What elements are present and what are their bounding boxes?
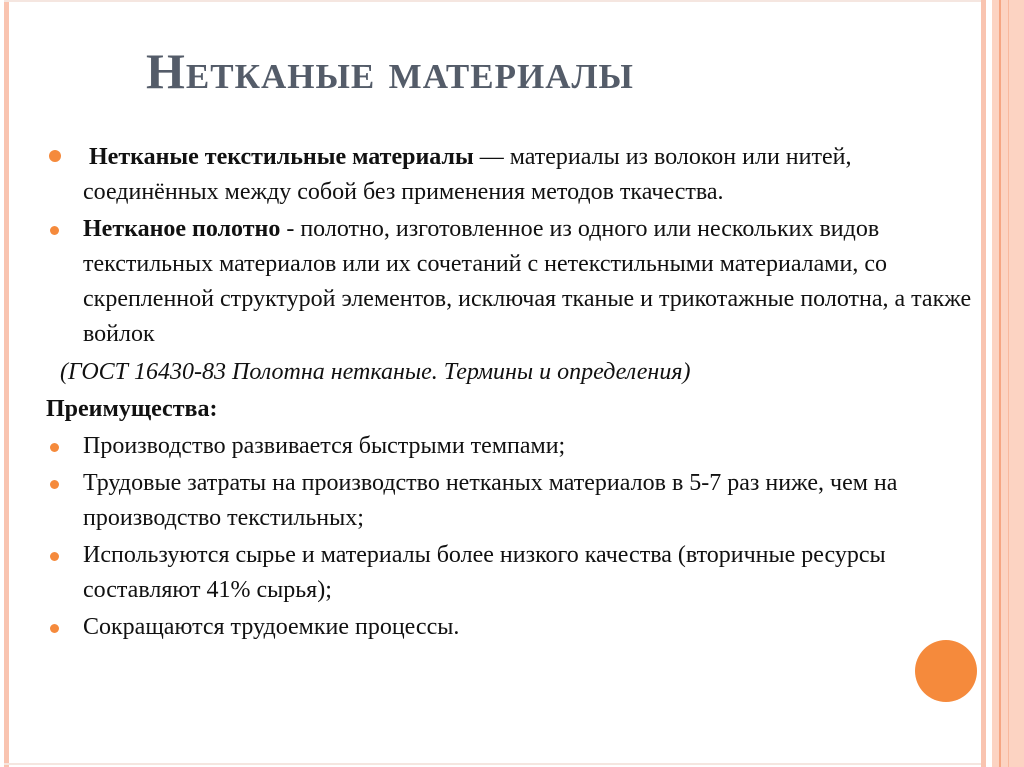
right-panel-line: [1008, 0, 1009, 767]
source-note: (ГОСТ 16430-83 Полотна нетканые. Термины и определения): [60, 359, 691, 385]
advantage-text: Используются сырье и материалы более низкого качества (вторичные ресурсы составляют 41% сырья);: [83, 542, 886, 603]
bullet-icon: [50, 480, 59, 489]
left-border: [4, 0, 9, 767]
advantage-item: [46, 466, 986, 536]
advantage-text: Трудовые затраты на производство нетканых материалов в 5-7 раз ниже, чем на производство текстильных;: [83, 470, 898, 531]
definition-term: Нетканое полотно: [83, 216, 281, 242]
advantage-item: [46, 610, 986, 645]
definition-item: [46, 212, 986, 352]
top-border: [4, 0, 984, 2]
bottom-border: [4, 763, 984, 765]
bullet-icon: [50, 624, 59, 633]
advantages-heading: Преимущества:: [46, 396, 218, 422]
bullet-icon: [50, 226, 59, 235]
bullet-icon: [49, 150, 61, 162]
slide-title: Нетканые материалы: [146, 43, 634, 99]
definition-term: Нетканые текстильные материалы: [89, 144, 474, 170]
decorative-circle: [915, 640, 977, 702]
definition-text: - полотно, изготовленное из одного или нескольких видов текстильных материалов или их сочетаний с нетекстильными материалами, со скрепленной структурой элементов, исключая тканые и трикотажные полотна, а также войлок: [83, 216, 972, 347]
advantage-item: [46, 429, 986, 464]
advantage-text: Производство развивается быстрыми темпами;: [83, 433, 566, 459]
definition-text: — материалы из волокон или нитей, соединённых между собой без применения методов ткачества.: [83, 144, 852, 205]
slide-body: [46, 140, 986, 645]
advantage-text: Сокращаются трудоемкие процессы.: [83, 614, 460, 640]
right-panel-line: [999, 0, 1001, 767]
definition-item: [46, 140, 986, 210]
bullet-icon: [50, 443, 59, 452]
advantage-item: [46, 538, 986, 608]
bullet-icon: [50, 552, 59, 561]
